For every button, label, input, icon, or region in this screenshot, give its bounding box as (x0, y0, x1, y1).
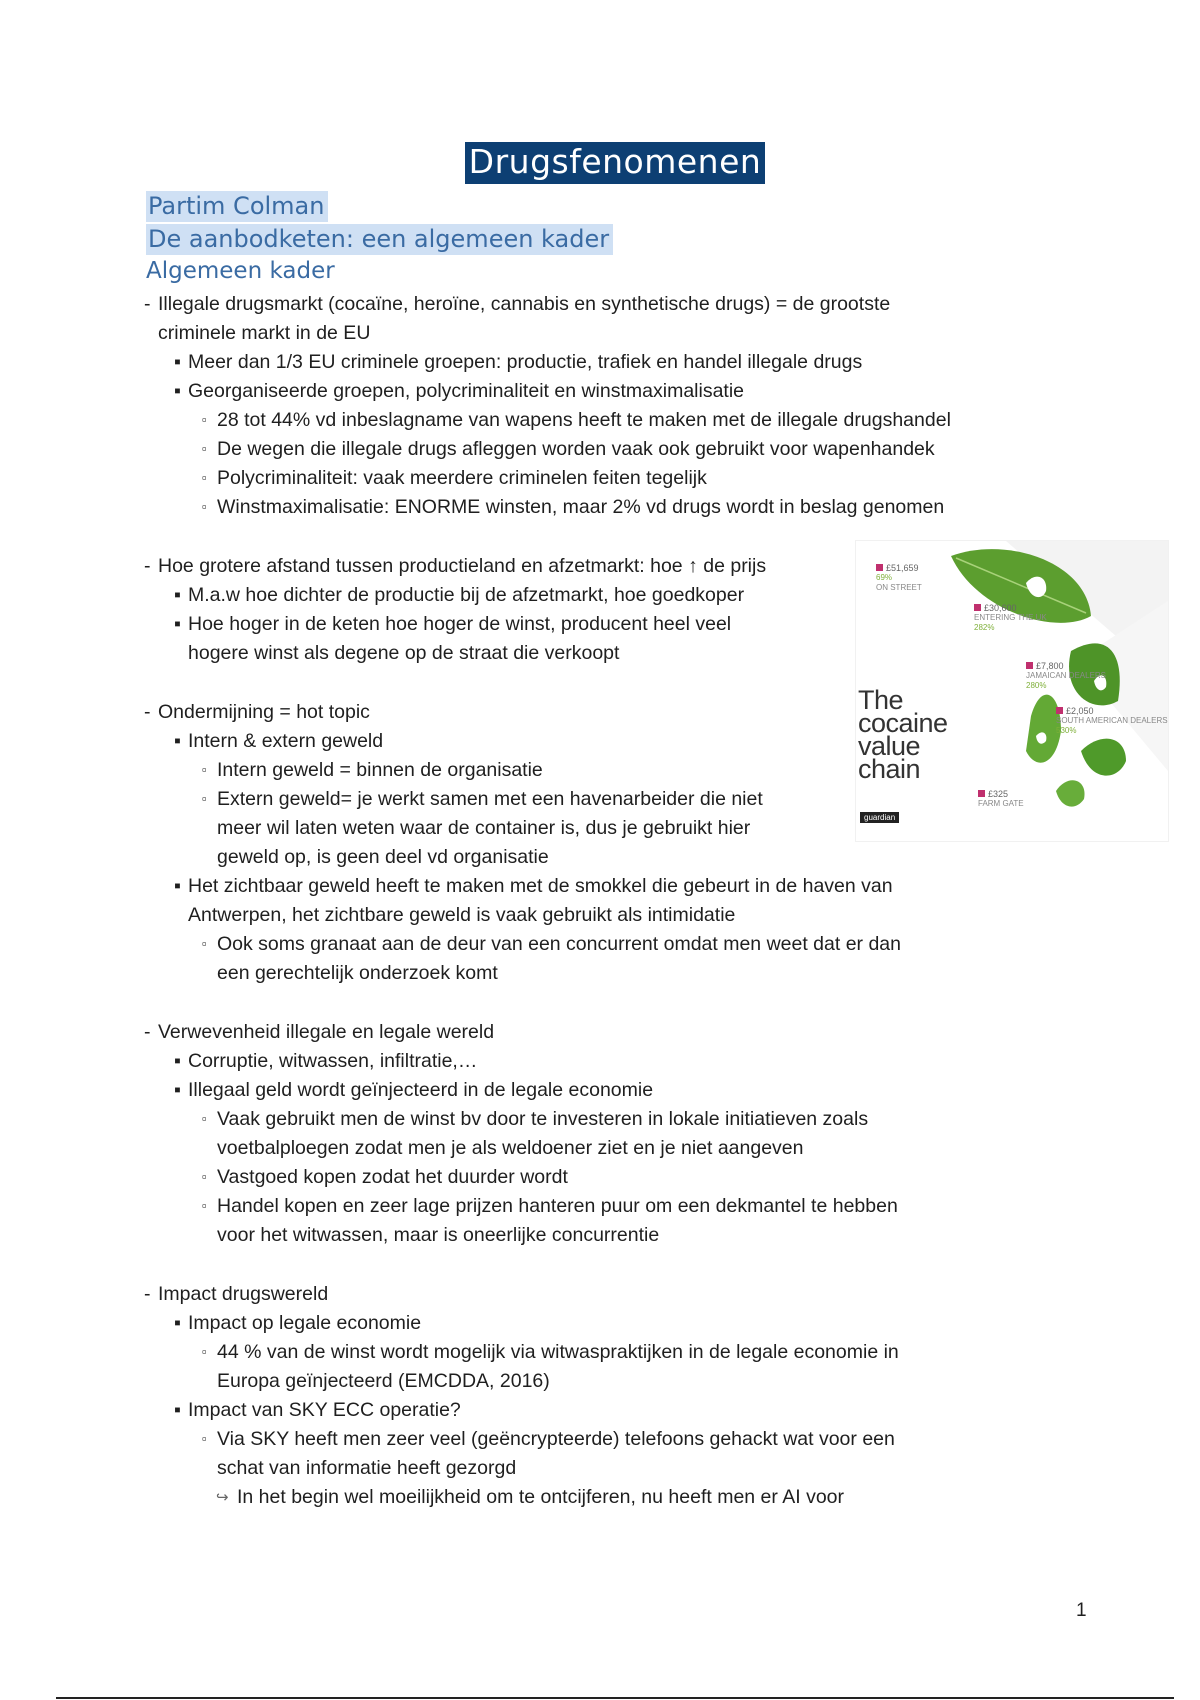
bullet-marker: ▫ (202, 412, 207, 427)
list-item-text: criminele markt in de EU (158, 322, 371, 344)
bullet-marker: - (144, 1021, 151, 1043)
list-item (144, 843, 1064, 872)
list-item (144, 1134, 1064, 1163)
list-item-text: Georganiseerde groepen, polycriminaliteit en winstmaximalisatie (188, 380, 745, 402)
bullet-marker: ▪ (174, 1079, 181, 1101)
list-item-text: Impact van SKY ECC operatie? (188, 1399, 461, 1421)
list-item (144, 377, 1064, 406)
list-item (144, 1309, 1064, 1338)
list-item-text: Intern geweld = binnen de organisatie (217, 759, 543, 781)
list-item-text: Hoe grotere afstand tussen productieland en afzetmarkt: hoe ↑ de prijs (158, 555, 767, 577)
bullet-marker: - (144, 555, 151, 577)
cocaine-value-chain-figure (855, 540, 1169, 842)
price-value: £2,050 (1066, 706, 1094, 716)
subsection-heading: Algemeen kader (146, 258, 335, 284)
bullet-marker: ▪ (174, 1312, 181, 1334)
price-label: SOUTH AMERICAN DEALERS (1056, 716, 1168, 725)
list-item-text: Winstmaximalisatie: ENORME winsten, maar 2% vd drugs wordt in beslag genomen (217, 496, 945, 518)
list-item-text: voor het witwassen, maar is oneerlijke concurrentie (217, 1224, 660, 1246)
bullet-marker: ▫ (202, 499, 207, 514)
list-item (144, 406, 1064, 435)
bullet-marker: ▪ (174, 1050, 181, 1072)
list-item-text: Hoe hoger in de keten hoe hoger de winst, producent heel veel (188, 613, 732, 635)
price-label-uk (974, 603, 1047, 633)
bullet-marker: - (144, 1283, 151, 1305)
list-item-text: 44 % van de winst wordt mogelijk via witwaspraktijken in de legale economie in (217, 1341, 899, 1363)
list-item-text: Illegale drugsmarkt (cocaïne, heroïne, cannabis en synthetische drugs) = de grootste (158, 293, 891, 315)
list-item-text: Het zichtbaar geweld heeft te maken met de smokkel die gebeurt in de haven van (188, 875, 893, 897)
price-label: JAMAICAN DEALERS (1026, 671, 1107, 680)
list-item-text: Ook soms granaat aan de deur van een concurrent omdat men weet dat er dan (217, 933, 901, 955)
price-value: £51,659 (886, 563, 919, 573)
bullet-marker: ▪ (174, 584, 181, 606)
bullet-marker: ▫ (202, 1111, 207, 1126)
list-item-text: geweld op, is geen deel vd organisatie (217, 846, 549, 868)
figure-badge: guardian (860, 812, 899, 823)
list-item (144, 901, 1064, 930)
price-label-street (876, 563, 922, 593)
list-item-text: Impact drugswereld (158, 1283, 329, 1305)
leaf-5 (1056, 780, 1085, 806)
bullet-marker: ▫ (202, 936, 207, 951)
list-item-text: schat van informatie heeft gezorgd (217, 1457, 517, 1479)
bullet-marker: ▫ (202, 1344, 207, 1359)
list-item-text: Europa geïnjecteerd (EMCDDA, 2016) (217, 1370, 550, 1392)
list-item-text: Verwevenheid illegale en legale wereld (158, 1021, 495, 1043)
list-item (144, 1221, 1064, 1250)
list-item-text: Impact op legale economie (188, 1312, 422, 1334)
list-item (144, 1018, 1064, 1047)
list-item-text: Polycriminaliteit: vaak meerdere criminelen feiten tegelijk (217, 467, 707, 489)
list-item-text: Antwerpen, het zichtbare geweld is vaak gebruikt als intimidatie (188, 904, 736, 926)
price-label-south-america (1056, 706, 1168, 736)
bullet-marker: ▫ (202, 791, 207, 806)
list-item (144, 1338, 1064, 1367)
price-pct: 530% (1056, 726, 1077, 735)
bullet-marker: ▫ (202, 1169, 207, 1184)
price-value: £325 (988, 789, 1009, 799)
price-pct: 282% (974, 623, 995, 632)
bullet-marker: ▪ (174, 875, 181, 897)
footer-divider (56, 1697, 1174, 1699)
figure-title: The cocaine value chain (858, 685, 948, 784)
list-item-text: hogere winst als degene op de straat die verkoopt (188, 642, 620, 664)
price-pct: 280% (1026, 681, 1047, 690)
paragraph-gap (144, 988, 1064, 1018)
bullet-marker: ▪ (174, 351, 181, 373)
list-item (144, 1105, 1064, 1134)
list-item-text: een gerechtelijk onderzoek komt (217, 962, 498, 984)
price-value: £7,800 (1036, 661, 1064, 671)
bullet-marker: ▪ (174, 613, 181, 635)
bullet-marker: ▪ (174, 1399, 181, 1421)
list-item (144, 1280, 1064, 1309)
list-item (144, 348, 1064, 377)
bullet-marker: - (144, 701, 151, 723)
list-item (144, 493, 1064, 522)
price-label-farm (978, 789, 1024, 809)
page-number: 1 (1076, 1600, 1087, 1621)
list-item-text: Intern & extern geweld (188, 730, 384, 752)
list-item-text: voetbalploegen zodat men je als weldoener ziet en je niet aangeven (217, 1137, 804, 1159)
list-item (144, 1483, 1064, 1512)
list-item (144, 1047, 1064, 1076)
list-item-text: Meer dan 1/3 EU criminele groepen: productie, trafiek en handel illegale drugs (188, 351, 863, 373)
list-item-text: Illegaal geld wordt geïnjecteerd in de legale economie (188, 1079, 654, 1101)
list-item-text: Corruptie, witwassen, infiltratie,… (188, 1050, 478, 1072)
price-label-jamaica (1026, 661, 1106, 691)
list-item-text: meer wil laten weten waar de container is, dus je gebruikt hier (217, 817, 751, 839)
list-item-text: Vaak gebruikt men de winst bv door te investeren in lokale initiatieven zoals (217, 1108, 869, 1130)
list-item (144, 1396, 1064, 1425)
section-heading: De aanbodketen: een algemeen kader (146, 224, 613, 255)
paragraph-gap (144, 1250, 1064, 1280)
bullet-marker: ▫ (202, 1431, 207, 1446)
list-item-text: 28 tot 44% vd inbeslagname van wapens heeft te maken met de illegale drugshandel (217, 409, 951, 431)
price-label: ENTERING THE UK (974, 613, 1047, 622)
list-item-text: Vastgoed kopen zodat het duurder wordt (217, 1166, 568, 1188)
price-label: FARM GATE (978, 799, 1024, 808)
list-item (144, 1192, 1064, 1221)
list-item-text: Extern geweld= je werkt samen met een havenarbeider die niet (217, 788, 763, 810)
list-item-text: In het begin wel moeilijkheid om te ontcijferen, nu heeft men er AI voor (237, 1486, 845, 1508)
list-item-text: Via SKY heeft men zeer veel (geëncrypteerde) telefoons gehackt wat voor een (217, 1428, 895, 1450)
list-item (144, 1163, 1064, 1192)
bullet-marker: ▪ (174, 380, 181, 402)
list-item-text: Handel kopen en zeer lage prijzen hanteren puur om een dekmantel te hebben (217, 1195, 898, 1217)
bullet-marker: ▫ (202, 441, 207, 456)
leaf-4 (1081, 739, 1126, 776)
list-item (144, 1425, 1064, 1454)
bullet-marker: ▫ (202, 470, 207, 485)
list-item (144, 290, 1064, 319)
bullet-marker: ▫ (202, 1198, 207, 1213)
list-item (144, 464, 1064, 493)
price-pct: 69% (876, 573, 893, 582)
bullet-marker: ▪ (174, 730, 181, 752)
list-item (144, 435, 1064, 464)
list-item (144, 1367, 1064, 1396)
list-item (144, 930, 1064, 959)
partim-heading: Partim Colman (146, 191, 328, 222)
list-item (144, 959, 1064, 988)
list-item (144, 1454, 1064, 1483)
bullet-marker: - (144, 293, 151, 315)
bullet-marker: ▫ (202, 762, 207, 777)
bullet-marker: ↪ (216, 1489, 229, 1506)
list-item (144, 319, 1064, 348)
price-label: ON STREET (876, 583, 922, 592)
bullet-list (144, 290, 1064, 1512)
list-item-text: Ondermijning = hot topic (158, 701, 370, 723)
list-item (144, 872, 1064, 901)
list-item-text: M.a.w hoe dichter de productie bij de afzetmarkt, hoe goedkoper (188, 584, 745, 606)
list-item-text: De wegen die illegale drugs afleggen worden vaak ook gebruikt voor wapenhandek (217, 438, 935, 460)
list-item (144, 1076, 1064, 1105)
price-value: £30,600 (984, 603, 1017, 613)
document-title: Drugsfenomenen (465, 142, 766, 184)
title-container (0, 142, 1200, 184)
